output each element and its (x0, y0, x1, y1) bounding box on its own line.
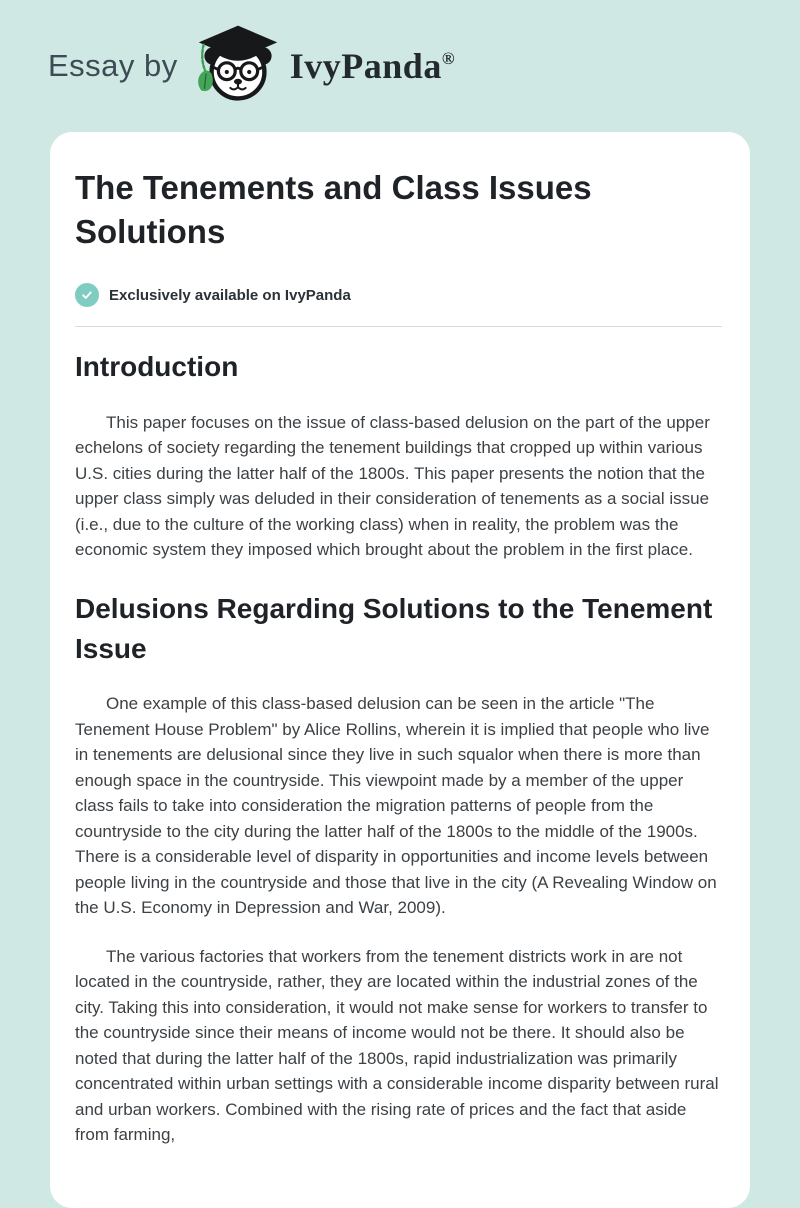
brand-text: IvyPanda (289, 46, 442, 86)
availability-badge (75, 283, 722, 307)
availability-badge-label: Exclusively available on IvyPanda (109, 286, 351, 304)
registered-mark: ® (441, 49, 456, 68)
section-heading-delusions: Delusions Regarding Solutions to the Tenement Issue (75, 592, 713, 664)
intro-paragraph: This paper focuses on the issue of class-based delusion on the part of the upper echelons of society regarding the tenement buildings that cropped up within various U.S. cities during the latter half of the 1800s. This paper presents the notion that the upper class simply was deluded in their consideration of tenements as a social issue (i.e., due to the culture of the working class) when in reality, the problem was the economic system they imposed which brought about the problem in the first place. (75, 412, 710, 560)
essay-card (50, 132, 750, 1208)
delusions-paragraph-2: The various factories that workers from the tenement districts work in are not located in the countryside, rather, they are located within the industrial zones of the city. Taking this into consideration, it would not make sense for workers to transfer to the countryside since their means of income would not be there. It should also be noted that during the latter half of the 1800s, rapid industrialization was primarily concentrated within urban settings with a considerable income disparity between rural and urban workers. Combined with the rising rate of prices and the fact that aside from farming, (75, 946, 719, 1145)
essay-by-label: Essay by (48, 48, 178, 83)
panda-graduate-icon (194, 23, 282, 110)
check-icon (75, 283, 99, 307)
section-heading-introduction: Introduction (75, 351, 239, 383)
essay-title: The Tenements and Class Issues Solutions (75, 169, 592, 250)
brand-wordmark (290, 45, 455, 87)
divider (75, 326, 722, 327)
delusions-paragraph-1: One example of this class-based delusion can be seen in the article "The Tenement House Problem" by Alice Rollins, wherein it is implied that people who live in tenements are delusional since they live in such squalor when there is more than enough space in the countryside. This viewpoint made by a member of the upper class fails to take into consideration the migration patterns of people from the countryside to the city during the latter half of the 1800s to the middle of the 1900s. There is a considerable level of disparity in opportunities and income levels between people living in the countryside and those that live in the city (A Revealing Window on the U.S. Economy in Depression and War, 2009). (75, 694, 717, 918)
ivypanda-logo-link[interactable] (194, 23, 455, 110)
header (0, 0, 800, 132)
